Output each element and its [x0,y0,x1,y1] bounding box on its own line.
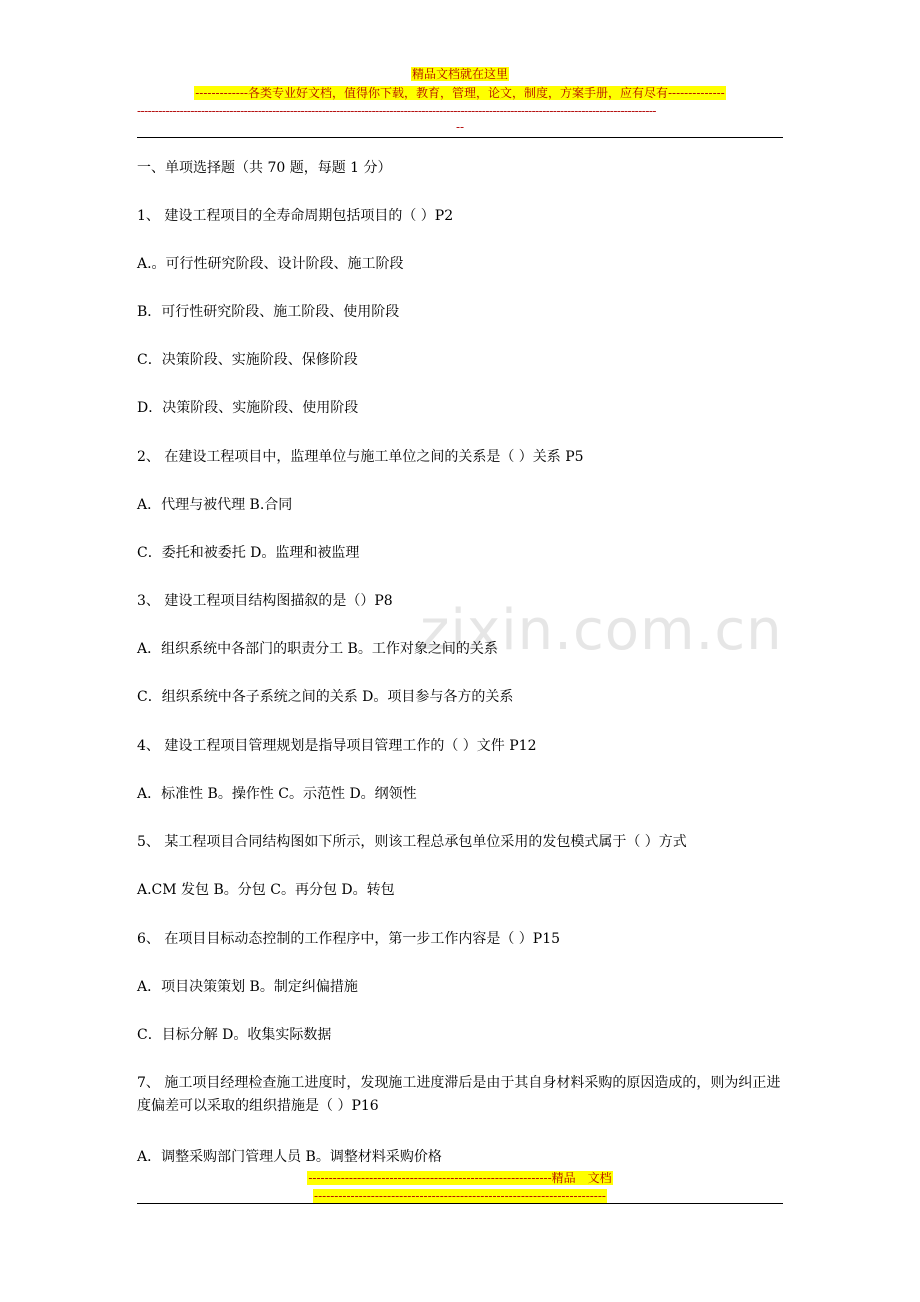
header-subtitle: -------------各类专业好文档，值得你下载，教育，管理，论文，制度，方案手册，应有尽有-------------- [195,86,725,100]
option-line: C．决策阶段、实施阶段、保修阶段 [137,352,358,368]
footer-line-1 [0,1170,920,1186]
header-dash-line-1: -------------------------------------------------------------------------------------------------------------------------------------------------- [137,104,656,118]
question-1: 1、 建设工程项目的全寿命周期包括项目的（ ）P2 [137,208,454,224]
question-2: 2、 在建设工程项目中，监理单位与施工单位之间的关系是（ ）关系 P5 [137,449,584,465]
option-line: B．可行性研究阶段、施工阶段、使用阶段 [137,304,400,320]
footer-line-2 [0,1188,920,1204]
question-4: 4、 建设工程项目管理规划是指导项目管理工作的（ ）文件 P12 [137,738,537,754]
header-dash-line-2: -- [455,120,465,134]
question-7: 7、 施工项目经理检查施工进度时，发现施工进度滞后是由于其自身材料采购的原因造成的，则为纠正进度偏差可以采取的组织措施是（ ）P16 [137,1075,781,1114]
option-line: A．组织系统中各部门的职责分工 B。工作对象之间的关系 [137,641,498,657]
option-line: A.CM 发包 B。分包 C。再分包 D。转包 [137,882,395,898]
question-6: 6、 在项目目标动态控制的工作程序中，第一步工作内容是（ ）P15 [137,931,561,947]
option-line: A．调整采购部门管理人员 B。调整材料采购价格 [137,1149,442,1165]
section-title: 一、单项选择题（共 70 题，每题 1 分） [137,160,392,176]
question-5: 5、 某工程项目合同结构图如下所示，则该工程总承包单位采用的发包模式属于（ ）方式 [137,834,687,850]
header-title: 精品文档就在这里 [411,67,508,81]
question-3: 3、 建设工程项目结构图描叙的是（）P8 [137,593,393,609]
option-line: A．项目决策策划 B。制定纠偏措施 [137,979,358,995]
option-line: C．委托和被委托 D。监理和被监理 [137,545,360,561]
option-line: D．决策阶段、实施阶段、使用阶段 [137,400,359,416]
option-line: A.。可行性研究阶段、设计阶段、施工阶段 [137,256,404,272]
option-line: A．代理与被代理 B.合同 [137,497,293,513]
footer-text-1: ------------------------------------------------------------精品 文档 [308,1171,612,1185]
option-line: C．目标分解 D。收集实际数据 [137,1027,332,1043]
document-body [137,0,787,1302]
option-line: C．组织系统中各子系统之间的关系 D。项目参与各方的关系 [137,689,514,705]
footer-text-2: ------------------------------------------------------------------------ [314,1189,606,1203]
footer-rule [137,1203,783,1204]
watermark: zixin.com.cn [420,598,783,663]
option-line: A．标准性 B。操作性 C。示范性 D。纲领性 [137,786,417,802]
